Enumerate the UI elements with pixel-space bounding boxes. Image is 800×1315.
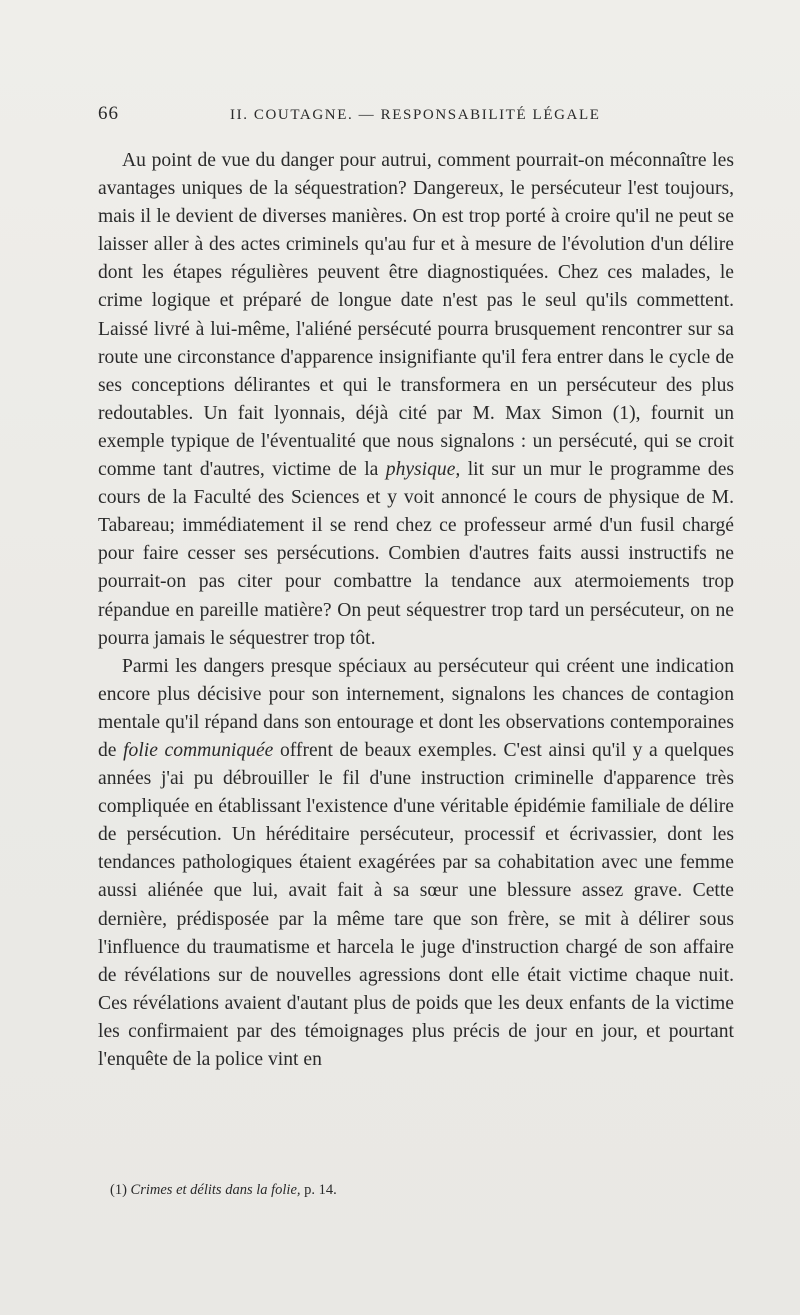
page-header	[98, 103, 738, 131]
paragraph-2-italic: folie communiquée	[123, 739, 274, 761]
running-head: II. COUTAGNE. — RESPONSABILITÉ LÉGALE	[230, 107, 601, 123]
paragraph-1-text-a: Au point de vue du danger pour autrui, comment pourrait-on méconnaître les avantages uniques de la séquestration? Dangereux, le persécuteur l'est toujours, mais il le devient de diverses manières. On est trop porté à croire qu'il ne peut se laisser aller à des actes criminels qu'au fur et à mesure de l'évolution d'un délire dont les étapes régulières peuvent être diagnostiquées. Chez ces malades, le crime logique et préparé de longue date n'est pas le seul qu'ils commettent. Laissé livré à lui-même, l'aliéné persécuté pourra brusquement rencontrer sur sa route une circonstance d'apparence insignifiante qu'il fera entrer dans le cycle de ses conceptions délirantes et qui le transformera en un persécuteur des plus redoutables. Un fait lyonnais, déjà cité par M. Max Simon (1), fournit un exemple typique de l'éventualité que nous signalons : un persécuté, qui se croit comme tant d'autres, victime de la	[98, 150, 734, 481]
paragraph-2-text-a: Parmi les dangers presque spéciaux au persécuteur qui créent une indication encore plus décisive pour son internement, signalons les chances de contagion mentale qu'il répand dans son entourage et dont les observations contemporaines de	[98, 655, 734, 761]
page-number: 66	[98, 103, 119, 124]
footnote-page: p. 14.	[304, 1182, 337, 1198]
footnote	[110, 1180, 730, 1200]
footnote-marker: (1)	[110, 1182, 127, 1198]
paragraph-2	[98, 653, 734, 1074]
footnote-title: Crimes et délits dans la folie,	[130, 1182, 301, 1198]
paragraph-1-text-b: lit sur un mur le programme des cours de la Faculté des Sciences et y voit annoncé le cours de physique de M. Tabareau; immédiatement il se rend chez ce professeur armé d'un fusil chargé pour faire cesser ses persécutions. Combien d'autres faits aussi instructifs ne pourrait-on pas citer pour combattre la tendance aux atermoiements trop répandue en pareille matière? On peut séquestrer trop tard un persécuteur, on ne pourra jamais le séquestrer trop tôt.	[98, 459, 735, 649]
body-text	[98, 147, 734, 1074]
paragraph-1	[98, 147, 734, 653]
paragraph-2-text-b: offrent de beaux exemples. C'est ainsi qu'il y a quelques années j'ai pu débrouiller le fil d'une instruction criminelle d'apparence très compliquée en établissant l'existence d'une véritable épidémie familiale de délire de persécution. Un héréditaire persécuteur, processif et écrivassier, dont les tendances pathologiques étaient exagérées par sa cohabitation avec une femme aussi aliénée que lui, avait fait à sa sœur une blessure assez grave. Cette dernière, prédisposée par la même tare que son frère, se mit à délirer sous l'influence du traumatisme et harcela le juge d'instruction chargé de son affaire de révélations sur de nouvelles agressions dont elle était victime chaque nuit. Ces révélations avaient d'autant plus de poids que les deux enfants de la victime les confirmaient par des témoignages plus précis de jour en jour, et pourtant l'enquête de la police vint en	[98, 739, 734, 1070]
paragraph-1-italic: physique,	[385, 459, 461, 481]
